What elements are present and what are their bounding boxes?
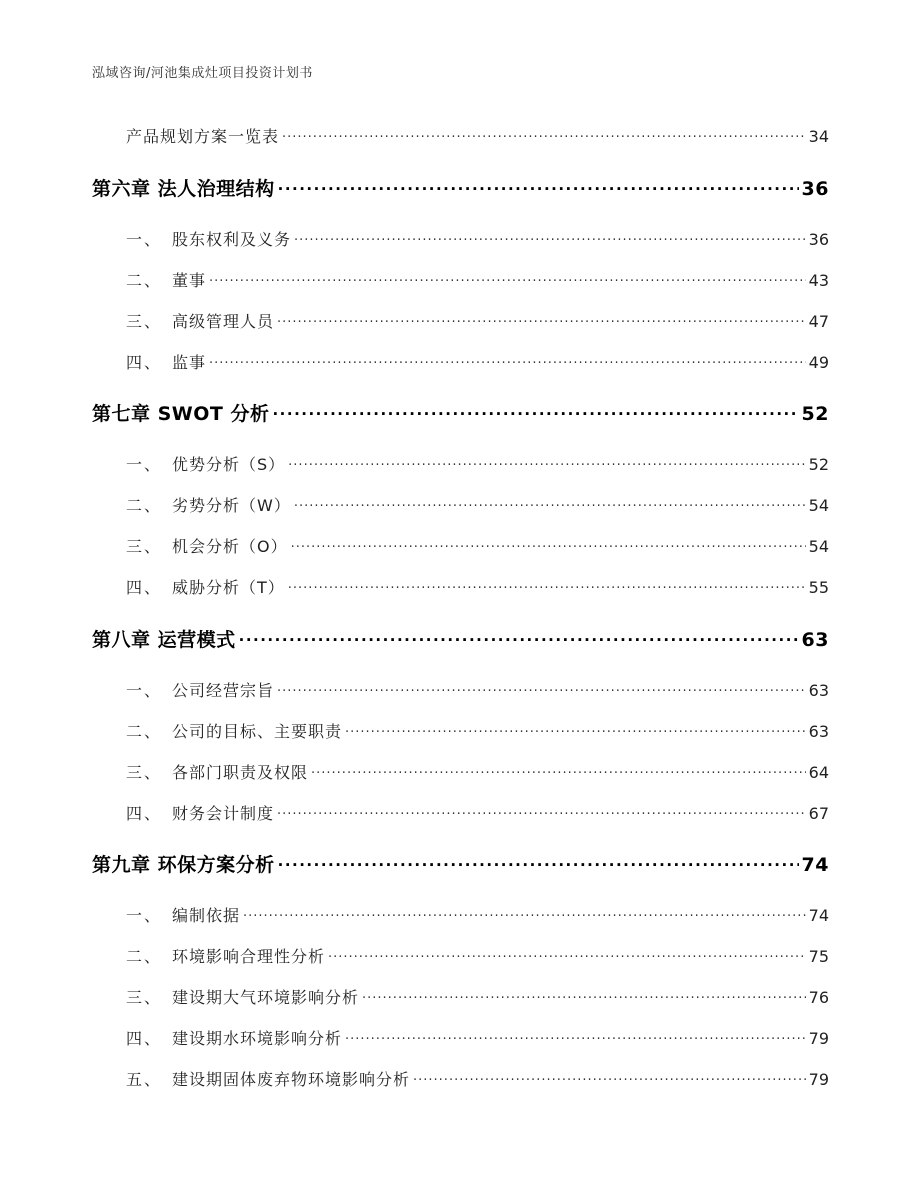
toc-entry-title: 财务会计制度	[172, 804, 275, 823]
toc-entry-title: 建设期固体废弃物环境影响分析	[172, 1070, 411, 1089]
toc-entry[interactable]	[92, 493, 829, 516]
toc-chapter-title: 第八章 运营模式	[92, 629, 236, 651]
toc-entry-number: 五、	[126, 1070, 163, 1089]
toc-entry[interactable]	[92, 227, 829, 250]
toc-entry[interactable]	[92, 801, 829, 824]
toc-entry-title: 公司的目标、主要职责	[172, 722, 343, 741]
toc-leader-dots	[294, 495, 806, 511]
toc-entry-title: 机会分析（O）	[172, 537, 288, 556]
toc-entry-title: 劣势分析（W）	[172, 496, 291, 515]
toc-entry[interactable]	[92, 534, 829, 557]
toc-chapter[interactable]	[92, 399, 829, 426]
page-header: 泓域咨询/河池集成灶项目投资计划书	[92, 66, 313, 81]
toc-page-number: 49	[808, 353, 829, 372]
toc-entry-number: 四、	[126, 1029, 163, 1048]
toc-page-number: 52	[808, 455, 829, 474]
toc-entry-number: 三、	[126, 763, 163, 782]
toc-chapter[interactable]	[92, 625, 829, 652]
toc-entry-number: 二、	[126, 496, 163, 515]
toc-page-number: 47	[808, 312, 829, 331]
toc-leader-dots	[239, 627, 799, 646]
toc-page-number: 36	[801, 178, 829, 200]
toc-chapter[interactable]	[92, 850, 829, 877]
toc-chapter-title: 第六章 法人治理结构	[92, 178, 275, 200]
toc-leader-dots	[311, 762, 806, 778]
toc-page-number: 79	[808, 1070, 829, 1089]
toc-entry-title: 环境影响合理性分析	[172, 947, 326, 966]
toc-entry[interactable]	[92, 350, 829, 373]
toc-page-number: 54	[808, 537, 829, 556]
toc-page-number: 67	[808, 804, 829, 823]
toc-entry-title: 各部门职责及权限	[172, 763, 309, 782]
toc-leader-dots	[413, 1069, 806, 1085]
toc-page-number: 43	[808, 271, 829, 290]
toc-page-number: 74	[808, 906, 829, 925]
toc-chapter-title: 第七章 SWOT 分析	[92, 403, 270, 425]
toc-entry-number: 一、	[126, 906, 163, 925]
toc-leader-dots	[291, 536, 806, 552]
toc-page-number: 74	[801, 854, 829, 876]
toc-leader-dots	[288, 577, 806, 593]
toc-entry[interactable]	[92, 944, 829, 967]
toc-page-number: 55	[808, 578, 829, 597]
toc-entry-title: 建设期大气环境影响分析	[172, 988, 360, 1007]
toc-chapter-title: 第九章 环保方案分析	[92, 854, 275, 876]
toc-leader-dots	[209, 352, 806, 368]
toc-entry-title: 公司经营宗旨	[172, 681, 275, 700]
toc-entry-number: 二、	[126, 947, 163, 966]
toc-entry-number: 四、	[126, 578, 163, 597]
toc-page-number: 63	[808, 722, 829, 741]
toc-page-number: 54	[808, 496, 829, 515]
toc-entry-title: 监事	[172, 353, 207, 372]
toc-leader-dots	[243, 905, 806, 921]
toc-entry[interactable]	[92, 719, 829, 742]
toc-entry-number: 三、	[126, 537, 163, 556]
toc-entry[interactable]	[92, 760, 829, 783]
toc-entry-title: 编制依据	[172, 906, 241, 925]
toc-entry[interactable]	[92, 268, 829, 291]
toc-page-number: 63	[801, 629, 829, 651]
toc-leader-dots	[362, 987, 806, 1003]
toc-leader-dots	[345, 1028, 806, 1044]
toc-leader-dots	[277, 803, 806, 819]
toc-leader-dots	[345, 721, 806, 737]
toc-entry-number: 一、	[126, 455, 163, 474]
toc-leader-dots	[209, 270, 806, 286]
toc-entry-title: 威胁分析（T）	[172, 578, 285, 597]
toc-entry-number: 二、	[126, 271, 163, 290]
toc-entry-title: 股东权利及义务	[172, 230, 292, 249]
toc-entry-title: 董事	[172, 271, 207, 290]
toc-entry[interactable]	[92, 903, 829, 926]
toc-page-number: 79	[808, 1029, 829, 1048]
toc-page-number: 76	[808, 988, 829, 1007]
toc-entry-number: 一、	[126, 681, 163, 700]
toc-entry-title: 高级管理人员	[172, 312, 275, 331]
toc-entry-title: 优势分析（S）	[172, 455, 286, 474]
toc-entry[interactable]	[92, 678, 829, 701]
toc-page-number: 64	[808, 763, 829, 782]
toc-entry-number: 三、	[126, 988, 163, 1007]
toc-leader-dots	[294, 229, 806, 245]
toc-entry-title: 建设期水环境影响分析	[172, 1029, 343, 1048]
toc-entry-number: 二、	[126, 722, 163, 741]
toc-entry[interactable]	[92, 1026, 829, 1049]
toc-chapter[interactable]	[92, 174, 829, 201]
toc-entry-title: 产品规划方案一览表	[126, 127, 280, 146]
toc-page-number: 75	[808, 947, 829, 966]
toc-page-number: 34	[808, 127, 829, 146]
toc-leader-dots	[278, 852, 799, 871]
toc-leader-dots	[288, 454, 805, 470]
toc-entry-number: 四、	[126, 804, 163, 823]
toc-entry-number: 一、	[126, 230, 163, 249]
toc-entry-number: 四、	[126, 353, 163, 372]
toc-leader-dots	[277, 311, 806, 327]
toc-leader-dots	[277, 680, 806, 696]
toc-entry[interactable]	[92, 985, 829, 1008]
toc-page-number: 36	[808, 230, 829, 249]
toc-entry[interactable]	[92, 575, 829, 598]
toc-entry[interactable]	[92, 124, 829, 147]
toc-entry[interactable]	[92, 452, 829, 475]
toc-leader-dots	[282, 126, 806, 142]
toc-leader-dots	[272, 401, 798, 420]
toc-entry-number: 三、	[126, 312, 163, 331]
toc-entry[interactable]	[92, 1067, 829, 1090]
toc-page-number: 63	[808, 681, 829, 700]
toc-leader-dots	[278, 176, 799, 195]
toc-leader-dots	[328, 946, 806, 962]
toc-page-number: 52	[801, 403, 829, 425]
toc-entry[interactable]	[92, 309, 829, 332]
